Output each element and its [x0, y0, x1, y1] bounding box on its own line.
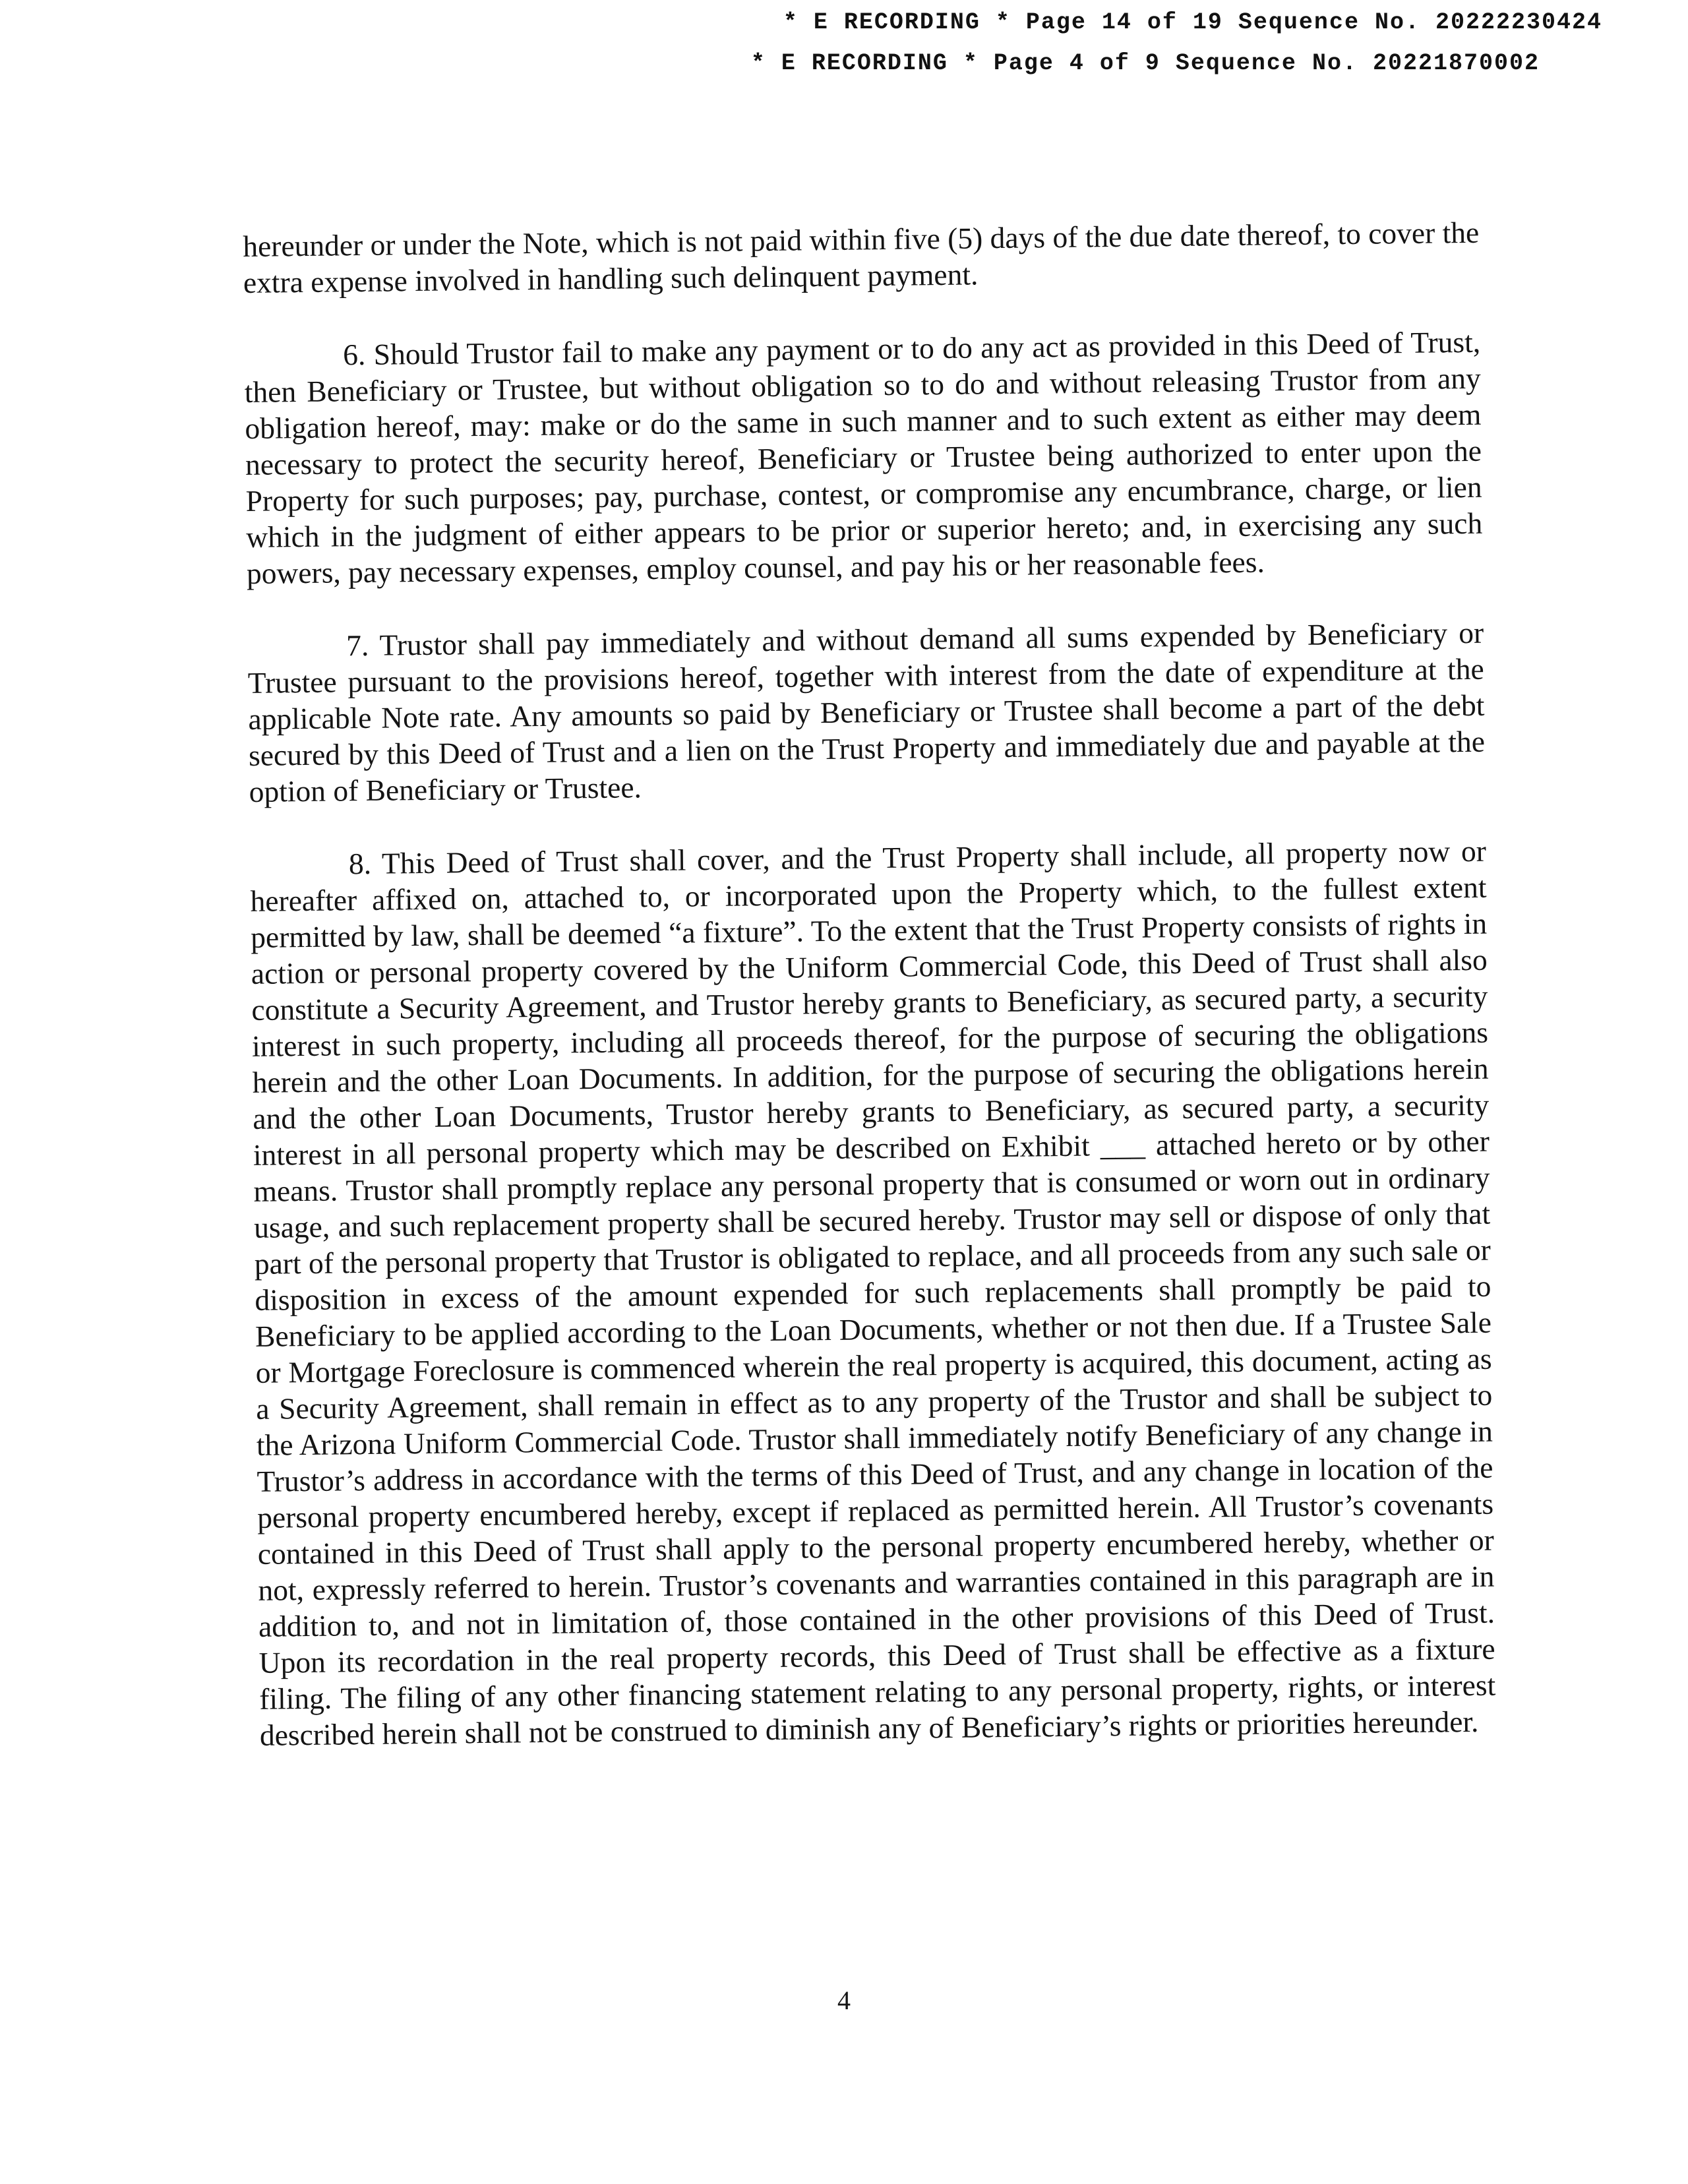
document-body: [243, 214, 1497, 1790]
page-number: 4: [837, 1986, 851, 2015]
recording-header-line-2: * E RECORDING * Page 4 of 9 Sequence No. 20221870002: [750, 50, 1540, 76]
paragraph-continuation: hereunder or under the Note, which is not paid within five (5) days of the due date thereof, to cover the extra expense involved in handling such delinquent payment.: [243, 215, 1480, 299]
recording-header-line-1: * E RECORDING * Page 14 of 19 Sequence No. 20222230424: [783, 9, 1602, 36]
paragraph-8: 8. This Deed of Trust shall cover, and the Trust Property shall include, all property now or hereafter affixed on, attached to, or incorporated upon the Property which, to the fullest extent permitted by law, shall be deemed “a fixture”. To the extent that the Trust Property consists of rights in action or personal property covered by the Uniform Commercial Code, this Deed of Trust shall also constitute a Security Agreement, and Trustor hereby grants to Beneficiary, as secured party, a security interest in such property, including all proceeds thereof, for the purpose of securing the obligations herein and the other Loan Documents. In addition, for the purpose of securing the obligations herein and the other Loan Documents, Trustor hereby grants to Beneficiary, as secured party, a security interest in all personal property which may be described on Exhibit ___ attached hereto or by other means. Trustor shall promptly replace any personal property that is consumed or worn out in ordinary usage, and such replacement property shall be secured hereby. Trustor may sell or dispose of only that part of the personal property that Trustor is obligated to replace, and all proceeds from any such sale or disposition in excess of the amount expended for such replacements shall promptly be paid to Beneficiary to be applied according to the Loan Documents, whether or not then due. If a Trustee Sale or Mortgage Foreclosure is commenced wherein the real property is acquired, this document, acting as a Security Agreement, shall remain in effect as to any property of the Trustor and shall be subject to the Arizona Uniform Commercial Code. Trustor shall immediately notify Beneficiary of any change in Trustor’s address in accordance with the terms of this Deed of Trust, and any change in location of the personal property encumbered hereby, except if replaced as permitted herein. All Trustor’s covenants contained in this Deed of Trust shall apply to the personal property encumbered hereby, whether or not, expressly referred to herein. Trustor’s covenants and warranties contained in this paragraph are in addition to, and not in limitation of, those contained in the other provisions of this Deed of Trust. Upon its recordation in the real property records, this Deed of Trust shall be effective as a fixture filing. The filing of any other financing statement relating to any personal property, rights, or interest described herein shall not be construed to diminish any of Beneficiary’s rights or priorities hereunder.: [250, 834, 1496, 1752]
paragraph-7: 7. Trustor shall pay immediately and without demand all sums expended by Beneficiary or Trustee pursuant to the provisions hereof, together with interest from the date of expenditure at the applicable Note rate. Any amounts so paid by Beneficiary or Trustee shall become a part of the debt secured by this Deed of Trust and a lien on the Trust Property and immediately due and payable at the option of Beneficiary or Trustee.: [247, 615, 1486, 808]
paragraph-6: 6. Should Trustor fail to make any payment or to do any act as provided in this Deed of Trust, then Beneficiary or Trustee, but without obligation so to do and without releasing Trustor from any obligation hereof, may: make or do the same in such manner and to such extent as either may deem necessary to protect the security hereof, Beneficiary or Trustee being authorized to enter upon the Property for such purposes; pay, purchase, contest, or compromise any encumbrance, charge, or lien which in the judgment of either appears to be prior or superior hereto; and, in exercising any such powers, pay necessary expenses, employ counsel, and pay his or her reasonable fees.: [244, 324, 1483, 590]
